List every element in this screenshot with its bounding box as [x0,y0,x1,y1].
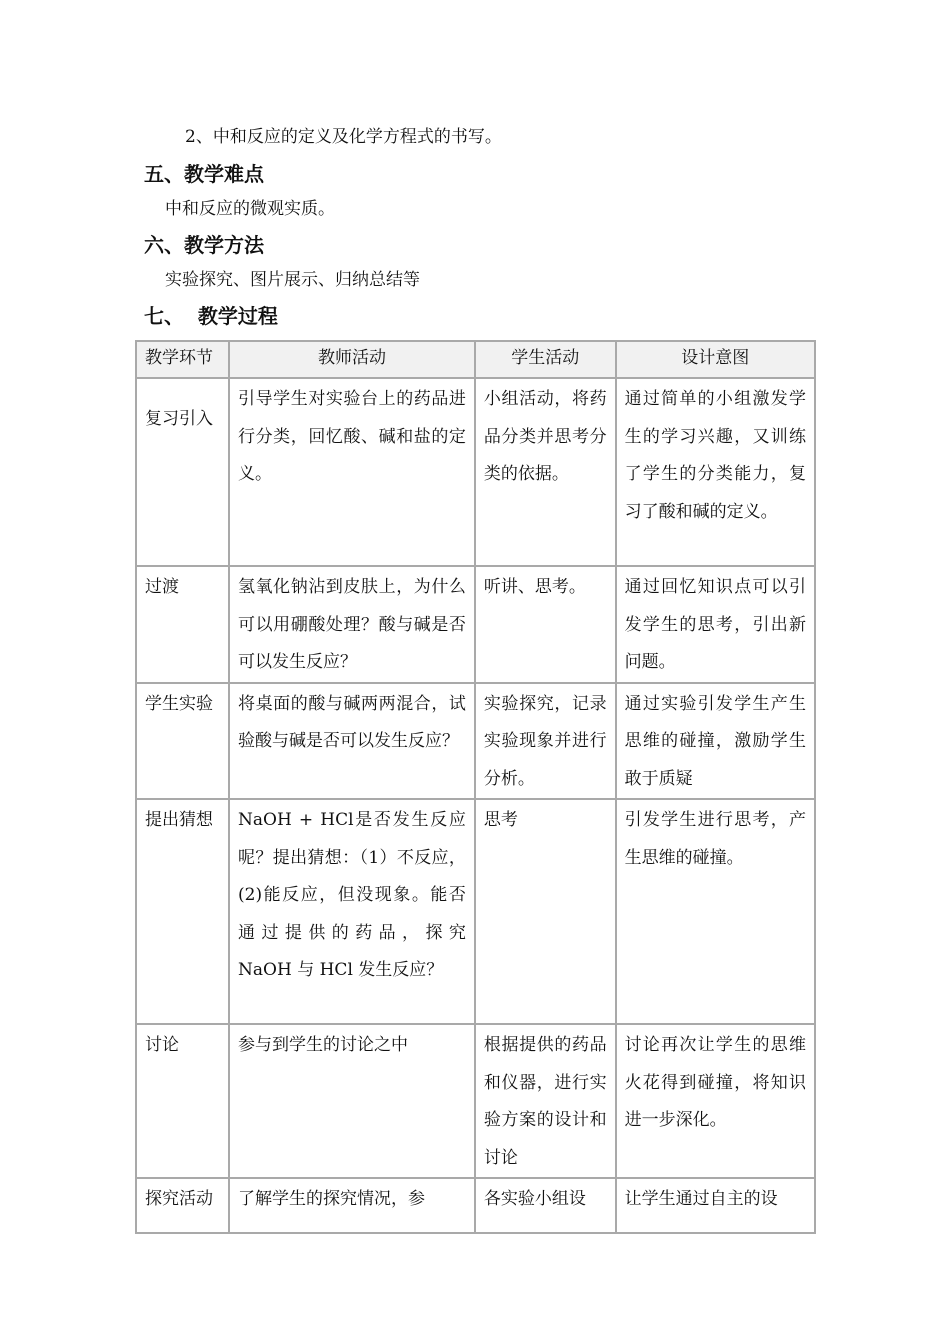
methods-text: 实验探究、图片展示、归纳总结等 [165,270,420,290]
student-cell: 根据提供的药品和仪器，进行实验方案的设计和讨论 [475,1024,616,1178]
difficulty-text: 中和反应的微观实质。 [165,199,335,219]
table-header-row [136,341,815,378]
teacher-cell: 了解学生的探究情况，参 [229,1178,475,1233]
heading-difficulty: 五、教学难点 [144,162,264,186]
student-cell: 思考 [475,799,616,1024]
header-teacher: 教师活动 [229,341,475,378]
teacher-cell: 引导学生对实验台上的药品进行分类，回忆酸、碱和盐的定义。 [229,378,475,566]
stage-cell: 学生实验 [136,683,229,800]
student-cell: 各实验小组设 [475,1178,616,1233]
table-row [136,566,815,683]
table-row [136,1178,815,1233]
teacher-cell: NaOH + HCl是否发生反应呢？提出猜想：（1）不反应，(2)能反应，但没现象。能否通过提供的药品，探究 NaOH 与 HCl 发生反应？ [229,799,475,1024]
student-cell: 听讲、思考。 [475,566,616,683]
stage-cell: 探究活动 [136,1178,229,1233]
table-row [136,799,815,1024]
intent-cell: 通过回忆知识点可以引发学生的思考，引出新问题。 [616,566,815,683]
header-intent: 设计意图 [616,341,815,378]
header-student: 学生活动 [475,341,616,378]
stage-cell: 提出猜想 [136,799,229,1024]
intent-cell: 让学生通过自主的设 [616,1178,815,1233]
teacher-cell: 将桌面的酸与碱两两混合，试验酸与碱是否可以发生反应？ [229,683,475,800]
table-row [136,683,815,800]
stage-cell: 讨论 [136,1024,229,1178]
heading-methods: 六、教学方法 [144,233,264,257]
teacher-cell: 参与到学生的讨论之中 [229,1024,475,1178]
intent-cell: 通过实验引发学生产生思维的碰撞，激励学生敢于质疑 [616,683,815,800]
student-cell: 实验探究，记录实验现象并进行分析。 [475,683,616,800]
table-row [136,1024,815,1178]
key-point-2: 2、中和反应的定义及化学方程式的书写。 [185,127,502,147]
heading-process: 七、 教学过程 [144,304,278,328]
intent-cell: 引发学生进行思考，产生思维的碰撞。 [616,799,815,1024]
teacher-cell: 氢氧化钠沾到皮肤上，为什么可以用硼酸处理？酸与碱是否可以发生反应？ [229,566,475,683]
intent-cell: 通过简单的小组激发学生的学习兴趣，又训练了学生的分类能力，复习了酸和碱的定义。 [616,378,815,566]
teaching-process-table [135,340,816,1234]
stage-cell: 复习引入 [136,378,229,566]
header-stage: 教学环节 [136,341,229,378]
stage-cell: 过渡 [136,566,229,683]
student-cell: 小组活动，将药品分类并思考分类的依据。 [475,378,616,566]
table-row [136,378,815,566]
intent-cell: 讨论再次让学生的思维火花得到碰撞，将知识进一步深化。 [616,1024,815,1178]
